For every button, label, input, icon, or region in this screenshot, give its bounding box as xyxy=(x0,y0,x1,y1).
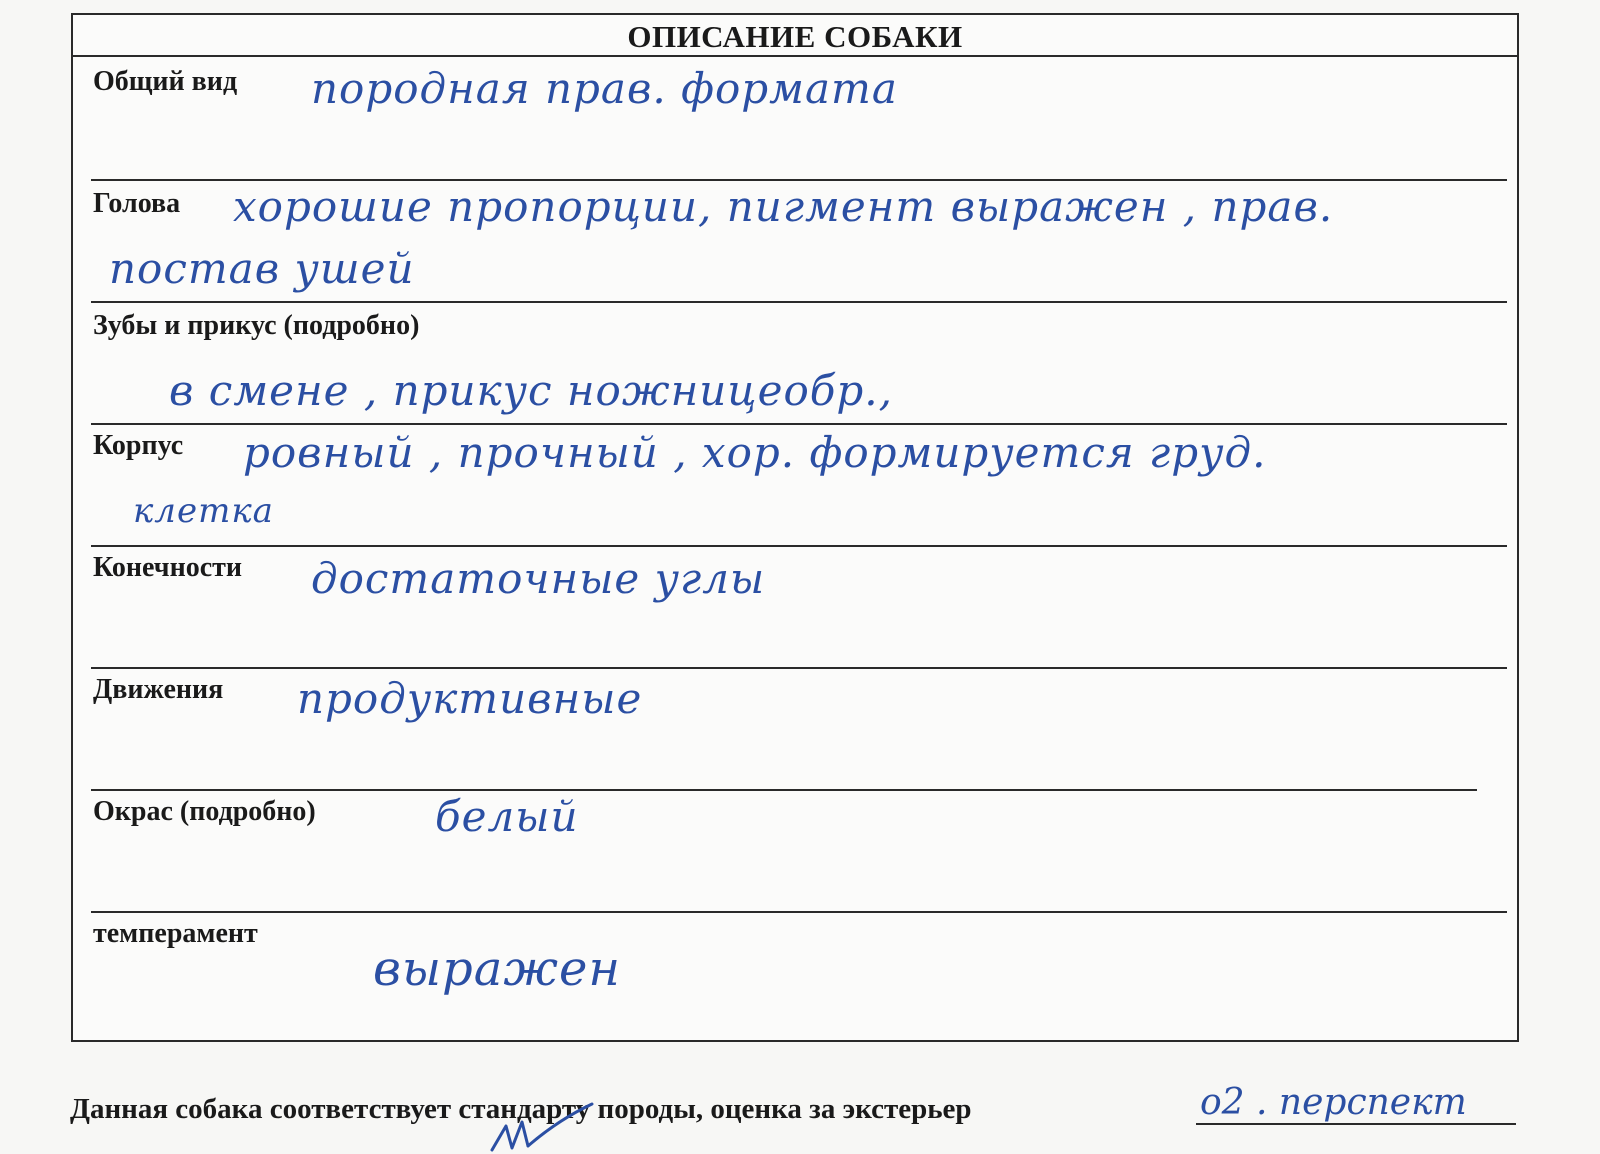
field-label-coat-color: Окрас (подробно) xyxy=(93,796,316,827)
field-label-head: Голова xyxy=(93,188,181,219)
grade-blank-line xyxy=(1196,1123,1516,1125)
signature-scribble xyxy=(488,1102,598,1154)
exterior-grade-handwritten: о2 . перспект xyxy=(1200,1082,1467,1123)
title-divider xyxy=(73,55,1517,57)
conformity-statement: Данная собака соответствует стандарту породы, оценка за экстерьер xyxy=(70,1093,972,1125)
form-title: ОПИСАНИЕ СОБАКИ xyxy=(627,19,963,54)
row-divider xyxy=(91,789,1477,791)
field-value-temperament: выражен xyxy=(373,941,621,997)
field-value-body: ровный , прочный , хор. формируется груд. xyxy=(243,428,1267,477)
field-label-body: Корпус xyxy=(93,430,184,461)
dog-description-form xyxy=(71,13,1519,1042)
field-label-temperament: темперамент xyxy=(93,918,258,949)
row-divider xyxy=(91,301,1507,303)
field-value-body-line2: клетка xyxy=(133,491,274,531)
field-value-head-line2: постав ушей xyxy=(109,244,415,293)
field-value-general-appearance: породная прав. формата xyxy=(311,64,898,113)
field-value-movement: продуктивные xyxy=(297,674,643,723)
row-divider xyxy=(91,179,1507,181)
field-value-limbs: достаточные углы xyxy=(311,554,766,603)
field-label-general-appearance: Общий вид xyxy=(93,66,238,97)
field-value-head: хорошие пропорции, пигмент выражен , прав. xyxy=(233,182,1334,231)
row-divider xyxy=(91,667,1507,669)
field-label-limbs: Конечности xyxy=(93,552,243,583)
field-label-movement: Движения xyxy=(93,674,224,705)
field-value-teeth-bite: в смене , прикус ножницеобр., xyxy=(169,366,893,415)
row-divider xyxy=(91,545,1507,547)
row-divider xyxy=(91,911,1507,913)
field-label-teeth-bite: Зубы и прикус (подробно) xyxy=(93,310,420,341)
field-value-coat-color: белый xyxy=(435,792,579,841)
row-divider xyxy=(91,423,1507,425)
